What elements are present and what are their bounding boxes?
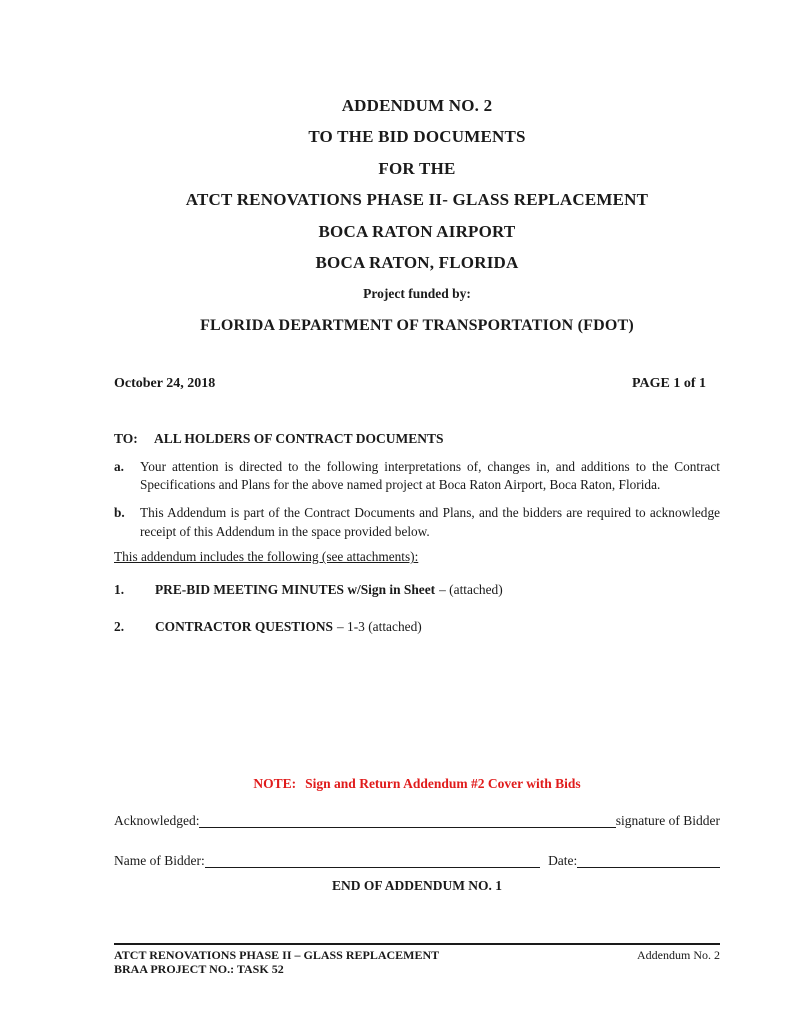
paragraph-a	[114, 458, 720, 495]
attachment-1-number: 1.	[114, 581, 125, 597]
paragraph-a-text: Your attention is directed to the following interpretations of, changes in, and additions to the Contract Specifications and Plans for the above named project at Boca Raton Airport, Boca Raton, Florida.	[140, 458, 720, 493]
page-indicator: PAGE 1 of 1	[631, 376, 706, 392]
title-block	[114, 90, 720, 341]
signature-of-bidder-label: signature of Bidder	[615, 813, 720, 828]
name-date-row	[114, 851, 720, 870]
end-of-addendum-line: END OF ADDENDUM NO. 1	[331, 878, 503, 893]
paragraph-b	[114, 504, 720, 541]
name-of-bidder-line	[205, 867, 540, 868]
attachment-2-text	[155, 618, 422, 637]
footer-row-1	[114, 948, 720, 962]
document-content	[114, 0, 720, 895]
note-line	[114, 774, 720, 793]
attachment-item-2	[114, 618, 720, 637]
attachment-2-number: 2.	[114, 619, 125, 635]
page-footer	[114, 943, 720, 976]
footer-addendum-number: Addendum No. 2	[637, 948, 720, 962]
includes-line-text: This addendum includes the following (see attachments):	[114, 549, 419, 565]
footer-rule	[114, 943, 720, 945]
includes-line	[114, 548, 720, 567]
title-line-bid-documents: TO THE BID DOCUMENTS	[308, 127, 526, 147]
to-row	[114, 430, 720, 449]
acknowledged-label: Acknowledged:	[114, 813, 200, 828]
attachment-2-suffix: – 1-3 (attached)	[336, 619, 422, 635]
attachment-2-title: CONTRACTOR QUESTIONS	[155, 619, 333, 635]
funded-by-label: Project funded by:	[363, 286, 471, 302]
date-line	[577, 867, 720, 868]
to-value: ALL HOLDERS OF CONTRACT DOCUMENTS	[154, 431, 444, 447]
attachment-1-title: PRE-BID MEETING MINUTES w/Sign in Sheet	[155, 581, 436, 597]
footer-project-number: BRAA PROJECT NO.: TASK 52	[114, 962, 284, 976]
note-label: NOTE:	[253, 776, 297, 791]
attachment-1-suffix: – (attached)	[439, 581, 503, 597]
name-of-bidder-label: Name of Bidder:	[114, 853, 205, 868]
note-text: Sign and Return Addendum #2 Cover with Bids	[305, 776, 581, 791]
document-date: October 24, 2018	[114, 376, 216, 392]
paragraph-b-marker: b.	[114, 505, 125, 521]
attachment-1-text	[155, 581, 503, 600]
title-line-airport: BOCA RATON AIRPORT	[318, 221, 516, 241]
paragraph-b-text: This Addendum is part of the Contract Documents and Plans, and the bidders are required to acknowledge receipt of this Addendum in the space provided below.	[140, 505, 720, 539]
acknowledged-row	[114, 811, 720, 830]
paragraph-a-marker: a.	[114, 458, 124, 474]
title-line-addendum: ADDENDUM NO. 2	[341, 96, 493, 115]
footer-project-title: ATCT RENOVATIONS PHASE II – GLASS REPLACEMENT	[114, 948, 440, 962]
date-label: Date:	[548, 853, 578, 868]
acknowledged-signature-line	[199, 827, 615, 828]
date-page-row	[114, 374, 720, 393]
title-line-project-name: ATCT RENOVATIONS PHASE II- GLASS REPLACEMENT	[185, 190, 649, 210]
title-line-city-state: BOCA RATON, FLORIDA	[315, 253, 519, 273]
funded-by-agency: FLORIDA DEPARTMENT OF TRANSPORTATION (FDOT)	[200, 316, 634, 334]
attachment-item-1	[114, 581, 720, 600]
title-line-for-the: FOR THE	[378, 158, 456, 178]
to-label: TO:	[114, 431, 138, 447]
